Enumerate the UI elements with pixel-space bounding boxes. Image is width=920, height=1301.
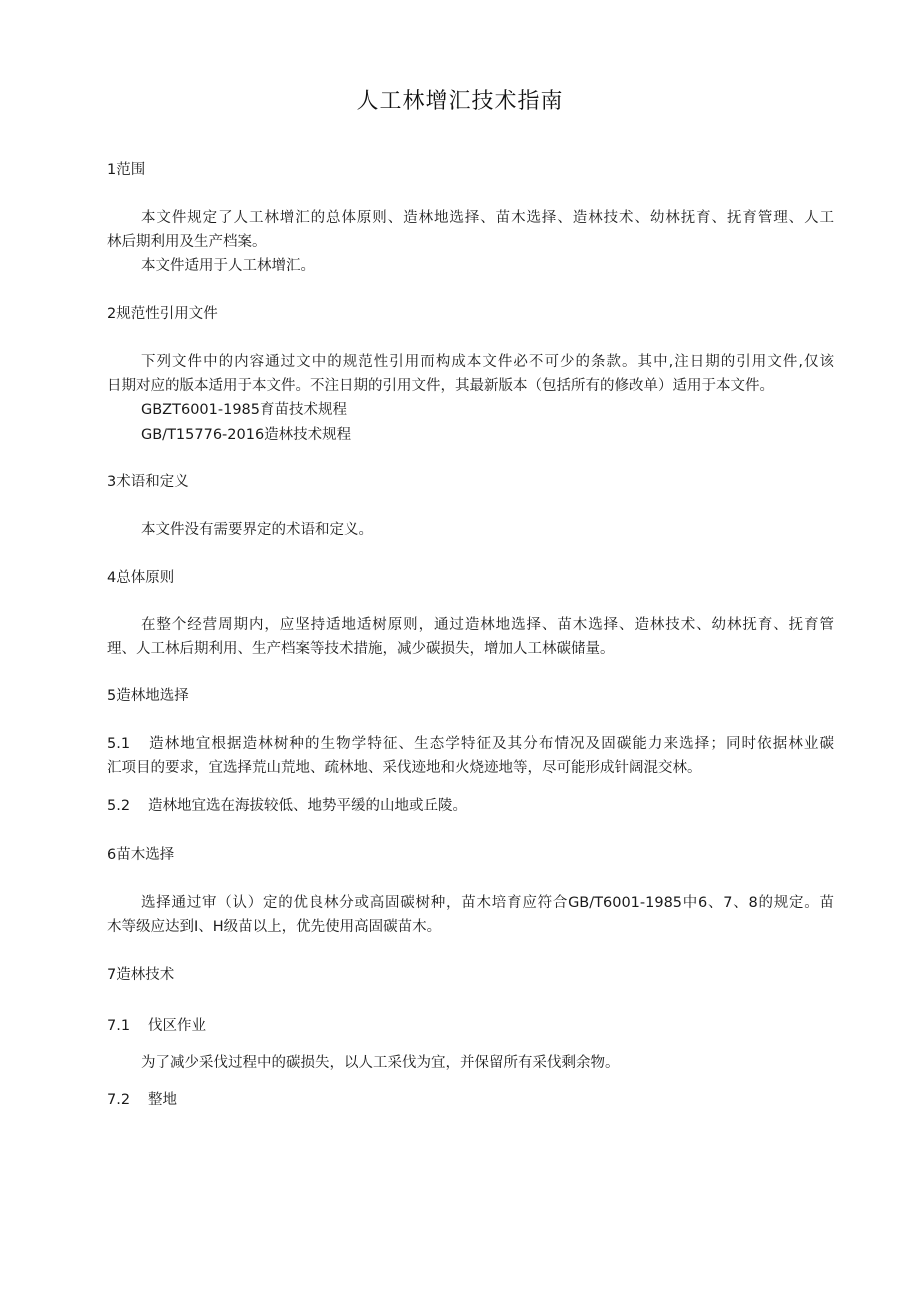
clause-5-1-text: 造林地宜根据造林树种的生物学特征、生态学特征及其分布情况及固碳能力来选择；同时依据林业碳 [148,736,834,752]
section-3-heading: 3术语和定义 [107,474,189,490]
section-3-paragraph: 本文件没有需要界定的术语和定义。 [141,522,373,538]
section-6-paragraph-line-1: 选择通过审（认）定的优良林分或高固碳树种，苗木培育应符合GB/T6001-1985中6、7、8的规定。苗 [141,895,834,911]
clause-7-1-number: 7.1 [107,1018,131,1034]
document-title: 人工林增汇技术指南 [356,89,564,114]
section-6-paragraph-line-2: 木等级应达到I、H级苗以上，优先使用高固碳苗木。 [107,919,442,935]
section-7-heading: 7造林技术 [107,967,175,983]
clause-5-2-number: 5.2 [107,798,131,814]
section-1-paragraph-line-2: 林后期利用及生产档案。 [107,234,267,250]
clause-5-2 [107,796,467,816]
reference-2: GB/T15776-2016造林技术规程 [141,427,352,443]
clause-5-1-number: 5.1 [107,736,131,752]
clause-7-2-number: 7.2 [107,1092,131,1108]
clause-7-2-title: 整地 [148,1092,177,1108]
reference-1: GBZT6001-1985育苗技术规程 [141,402,348,418]
clause-7-1-heading [107,1016,206,1036]
section-4-heading: 4总体原则 [107,570,175,586]
section-2-heading: 2规范性引用文件 [107,306,218,322]
section-4-paragraph-line-1: 在整个经营周期内，应坚持适地适树原则，通过造林地选择、苗木选择、造林技术、幼林抚育、抚育管 [141,617,834,633]
clause-7-1-paragraph: 为了减少采伐过程中的碳损失，以人工采伐为宜，并保留所有采伐剩余物。 [141,1055,620,1071]
section-2-paragraph-line-2: 日期对应的版本适用于本文件。不注日期的引用文件，其最新版本（包括所有的修改单）适用于本文件。 [107,378,774,394]
section-5-heading: 5造林地选择 [107,688,189,704]
clause-5-1-line-1 [107,734,834,754]
section-1-paragraph-2: 本文件适用于人工林增汇。 [141,258,315,274]
section-1-paragraph-line-1: 本文件规定了人工林增汇的总体原则、造林地选择、苗木选择、造林技术、幼林抚育、抚育管理、人工 [141,210,834,226]
section-1-heading: 1范围 [107,162,146,178]
section-2-paragraph-line-1: 下列文件中的内容通过文中的规范性引用而构成本文件必不可少的条款。其中,注日期的引用文件,仅该 [141,354,834,370]
clause-5-1-line-2: 汇项目的要求，宜选择荒山荒地、疏林地、采伐迹地和火烧迹地等，尽可能形成针阔混交林。 [107,760,702,776]
section-6-heading: 6苗木选择 [107,847,175,863]
clause-7-1-title: 伐区作业 [148,1018,206,1034]
clause-5-2-text: 造林地宜选在海拔较低、地势平缓的山地或丘陵。 [148,798,467,814]
clause-7-2-heading [107,1090,177,1110]
section-4-paragraph-line-2: 理、人工林后期利用、生产档案等技术措施，减少碳损失，增加人工林碳储量。 [107,641,615,657]
